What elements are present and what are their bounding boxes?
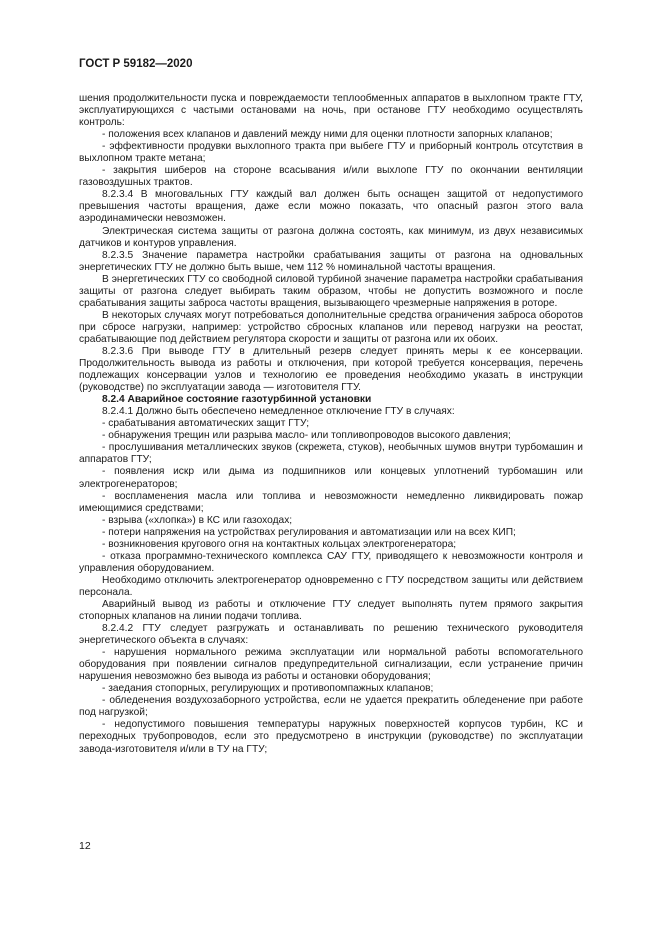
body-paragraph: шения продолжительности пуска и повреждаемости теплообменных аппаратов в выхлопном тракте ГТУ, эксплуатирующихся с частыми остановами на ночь, при останове ГТУ необходимо осуществлять контроль: (79, 93, 583, 129)
body-paragraph: - обледенения воздухозаборного устройства, если не удается прекратить обледенение при работе под нагрузкой; (79, 695, 583, 719)
body-paragraph: 8.2.4.1 Должно быть обеспечено немедленное отключение ГТУ в случаях: (102, 406, 455, 418)
body-paragraph: - взрыва («хлопка») в КС или газоходах; (102, 514, 293, 526)
body-paragraph: - заедания стопорных, регулирующих и противопомпажных клапанов; (102, 683, 434, 695)
body-paragraph: - нарушения нормального режима эксплуатации или нормальной работы вспомогательного оборудования при появлении сигналов предупредительной сигнализации, если устранение причин нарушения невозможно без вывода из работы и остановки оборудования; (79, 647, 583, 683)
body-paragraph: В некоторых случаях могут потребоваться дополнительные средства ограничения заброса оборотов при сбросе нагрузки, например: устройство сбросных клапанов или перевод нагрузки на реостат, срабатывающие под действием регулятора скорости и защиты от разгона или их обоих. (79, 309, 583, 345)
document-header: ГОСТ Р 59182—2020 (79, 58, 193, 70)
body-paragraph: В энергетических ГТУ со свободной силовой турбиной значение параметра настройки срабатывания защиты от разгона следует выбирать таким образом, чтобы не допустить возможного и после срабатывания защиты заброса частоты вращения, вызывающего чрезмерные напряжения в роторе. (79, 273, 583, 309)
body-paragraph: - прослушивания металлических звуков (скрежета, стуков), необычных шумов внутри турбомашин и аппаратов ГТУ; (79, 442, 583, 466)
body-paragraph: 8.2.4.2 ГТУ следует разгружать и останавливать по решению технического руководителя энергетического объекта в случаях: (79, 623, 583, 647)
body-paragraph: - появления искр или дыма из подшипников или концевых уплотнений турбомашин или электрогенераторов; (79, 466, 583, 490)
body-paragraph: - недопустимого повышения температуры наружных поверхностей корпусов турбин, КС и переходных трубопроводов, если это предусмотрено в инструкции (руководстве) по эксплуатации завода-изготовителя и/или в ТУ на ГТУ; (79, 719, 583, 755)
body-paragraph: Аварийный вывод из работы и отключение ГТУ следует выполнять путем прямого закрытия стопорных клапанов на линии подачи топлива. (79, 598, 583, 623)
body-paragraph: - обнаружения трещин или разрыва масло- или топливопроводов высокого давления; (102, 430, 511, 442)
body-paragraph: Электрическая система защиты от разгона должна состоять, как минимум, из двух независимых датчиков и контуров управления. (79, 225, 583, 249)
body-paragraph: - закрытия шиберов на стороне всасывания и/или выхлопе ГТУ по окончании вентиляции газовоздушных трактов. (79, 165, 583, 189)
body-paragraph: - положения всех клапанов и давлений между ними для оценки плотности запорных клапанов; (102, 129, 553, 141)
body-paragraph: - возникновения кругового огня на контактных кольцах электрогенератора; (102, 538, 457, 550)
document-body (79, 93, 583, 756)
body-paragraph: - отказа программно-технического комплекса САУ ГТУ, приводящего к невозможности контроля и управления оборудованием. (79, 550, 583, 574)
page-number: 12 (79, 840, 91, 852)
body-paragraph: 8.2.3.6 При выводе ГТУ в длительный резерв следует принять меры к ее консервации. Продолжительность вывода из работы и отключения, при которой требуется консервация, перечень подлежащих консервации узлов и технологию ее проведения необходимо указать в инструкции (руководстве) по эксплуатации завода — изготовителя ГТУ. (79, 345, 583, 394)
body-paragraph: - потери напряжения на устройствах регулирования и автоматизации или на всех КИП; (102, 526, 516, 538)
body-paragraph: 8.2.3.5 Значение параметра настройки срабатывания защиты от разгона на одновальных энергетических ГТУ не должно быть выше, чем 112 % номинальной частоты вращения. (79, 249, 583, 273)
body-paragraph: - воспламенения масла или топлива и невозможности немедленно ликвидировать пожар имеющимися средствами; (79, 490, 583, 514)
body-paragraph: - эффективности продувки выхлопного тракта при выбеге ГТУ и приборный контроль отсутствия в выхлопном тракте метана; (79, 141, 583, 165)
section-heading: 8.2.4 Аварийное состояние газотурбинной установки (102, 394, 372, 406)
body-paragraph: - срабатывания автоматических защит ГТУ; (102, 418, 310, 430)
body-paragraph: Необходимо отключить электрогенератор одновременно с ГТУ посредством защиты или действием персонала. (79, 574, 583, 598)
body-paragraph: 8.2.3.4 В многовальных ГТУ каждый вал должен быть оснащен защитой от недопустимого превышения частоты вращения, даже если можно показать, что опасный разгон этого вала аэродинамически невозможен. (79, 189, 583, 225)
